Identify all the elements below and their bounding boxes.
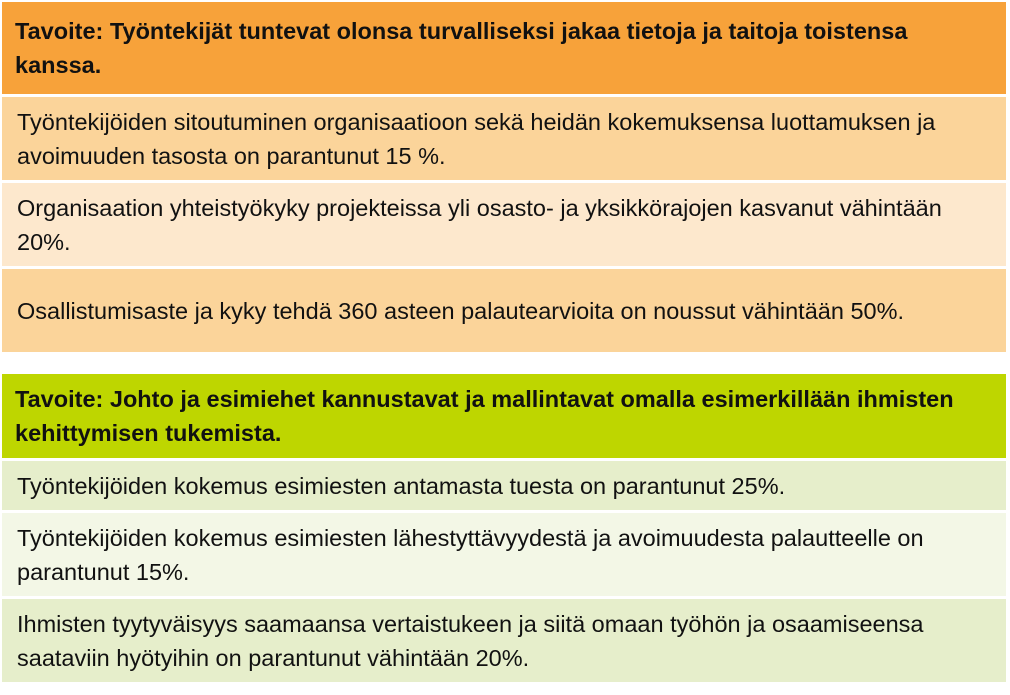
goal-2-metric-row-3 (2, 599, 1006, 685)
goal-1-header (2, 2, 1006, 97)
goal-table-2 (2, 374, 1006, 685)
goal-1-metric-row-3 (2, 269, 1006, 355)
goal-2-metric-1: Työntekijöiden kokemus esimiesten antamasta tuesta on parantunut 25%. (17, 472, 786, 499)
goal-1-metric-1: Työntekijöiden sitoutuminen organisaatioon sekä heidän kokemuksensa luottamuksen ja avoimuuden tasosta on parantunut 15 %. (17, 108, 936, 169)
goal-1-metric-2: Organisaation yhteistyökyky projekteissa yli osasto- ja yksikkörajojen kasvanut vähintään 20%. (17, 194, 942, 255)
goal-table-1 (2, 2, 1006, 355)
goal-2-metric-2: Työntekijöiden kokemus esimiesten lähestyttävyydestä ja avoimuudesta palautteelle on parantunut 15%. (17, 524, 924, 585)
goal-2-metric-row-1 (2, 461, 1006, 513)
goal-1-metric-row-1 (2, 97, 1006, 183)
goal-2-header (2, 374, 1006, 461)
goal-2-metric-3: Ihmisten tyytyväisyys saamaansa vertaistukeen ja siitä omaan työhön ja osaamiseensa saataviin hyötyihin on parantunut vähintään 20%. (17, 610, 924, 671)
goal-2-metric-row-2 (2, 513, 1006, 599)
goal-1-title: Tavoite: Työntekijät tuntevat olonsa turvalliseksi jakaa tietoja ja taitoja toistensa kanssa. (15, 18, 908, 78)
goal-2-title: Tavoite: Johto ja esimiehet kannustavat ja mallintavat omalla esimerkillään ihmisten kehittymisen tukemista. (15, 386, 954, 446)
goal-1-metric-row-2 (2, 183, 1006, 269)
goal-1-metric-3: Osallistumisaste ja kyky tehdä 360 asteen palautearvioita on noussut vähintään 50%. (17, 297, 905, 324)
